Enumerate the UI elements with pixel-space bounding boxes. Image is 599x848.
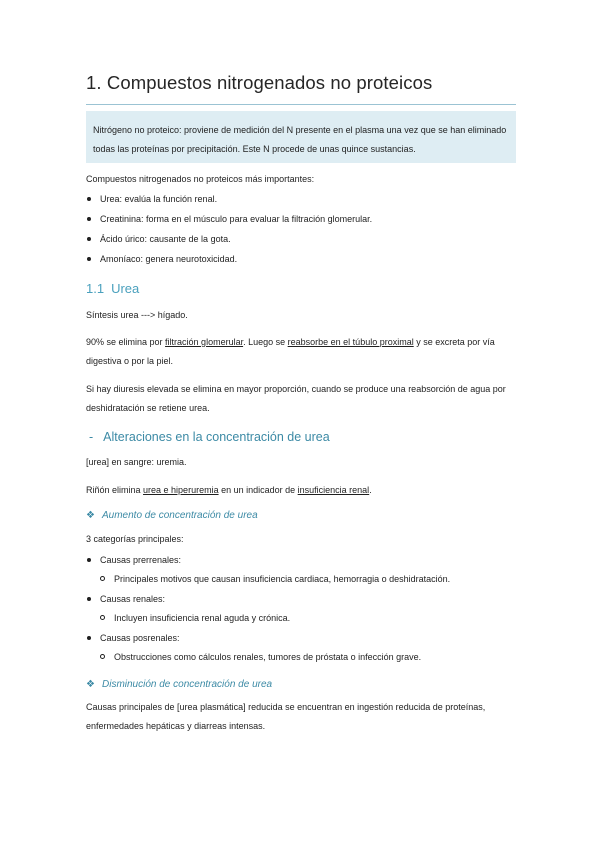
list-item-text: Causas renales: bbox=[100, 594, 166, 604]
decrease-heading bbox=[86, 679, 272, 690]
underlined-term: insuficiencia renal bbox=[297, 485, 370, 495]
bullet-icon bbox=[87, 636, 91, 640]
circle-bullet-icon bbox=[100, 576, 105, 581]
bullet-icon bbox=[87, 257, 91, 261]
list-item-text: Amoníaco: genera neurotoxicidad. bbox=[100, 254, 238, 264]
underlined-term: filtración glomerular bbox=[165, 337, 244, 347]
uremia-text: [urea] en sangre: uremia. bbox=[86, 457, 187, 467]
list-item-text: Creatinina: forma en el músculo para evaluar la filtración glomerular. bbox=[100, 214, 373, 224]
underlined-term: urea e hiperuremia bbox=[143, 485, 219, 495]
categories-intro: 3 categorías principales: bbox=[86, 534, 184, 544]
synthesis-text: Síntesis urea ---> hígado. bbox=[86, 310, 188, 320]
decrease-paragraph: Causas principales de [urea plasmática] reducida se encuentran en ingestión reducida de proteínas, enfermedades hepáticas y diarreas intensas. bbox=[86, 702, 486, 731]
diuresis-paragraph: Si hay diuresis elevada se elimina en mayor proporción, cuando se produce una reabsorción de agua por deshidratación se retiene urea. bbox=[86, 384, 506, 413]
bullet-icon bbox=[87, 597, 91, 601]
sub-list-item-text: Obstrucciones como cálculos renales, tumores de próstata o infección grave. bbox=[114, 652, 422, 662]
section-number: 1.1 bbox=[86, 281, 105, 296]
subsection-heading bbox=[86, 430, 330, 444]
bullet-icon bbox=[87, 558, 91, 562]
sub-list-item-text: Incluyen insuficiencia renal aguda y crónica. bbox=[114, 613, 291, 623]
list-item-text: Ácido úrico: causante de la gota. bbox=[100, 234, 231, 244]
decrease-title: Disminución de concentración de urea bbox=[102, 679, 273, 690]
underlined-term: reabsorbe en el túbulo proximal bbox=[287, 337, 414, 347]
elimination-paragraph: 90% se elimina por filtración glomerular. Luego se reabsorbe en el túbulo proximal y se excreta por vía digestiva o por la piel. bbox=[86, 337, 495, 366]
title-divider bbox=[86, 104, 516, 105]
compounds-intro: Compuestos nitrogenados no proteicos más importantes: bbox=[86, 174, 315, 184]
list-item-text: Causas prerrenales: bbox=[100, 555, 182, 565]
page-title: 1. Compuestos nitrogenados no proteicos bbox=[86, 72, 433, 93]
section-title: Urea bbox=[111, 281, 140, 296]
section-heading bbox=[86, 281, 139, 296]
circle-bullet-icon bbox=[100, 615, 105, 620]
circle-bullet-icon bbox=[100, 654, 105, 659]
bullet-icon bbox=[87, 237, 91, 241]
diamond-icon: ❖ bbox=[86, 510, 95, 521]
dash-marker: - bbox=[89, 430, 94, 444]
increase-heading bbox=[86, 510, 258, 521]
bullet-icon bbox=[87, 217, 91, 221]
subsection-title: Alteraciones en la concentración de urea bbox=[103, 430, 330, 444]
definition-callout: Nitrógeno no proteico: proviene de medición del N presente en el plasma una vez que se han eliminado todas las proteínas por precipitación. Este N procede de unas quince sustancias. bbox=[86, 111, 516, 163]
list-item-text: Causas posrenales: bbox=[100, 633, 180, 643]
bullet-icon bbox=[87, 197, 91, 201]
increase-title: Aumento de concentración de urea bbox=[102, 510, 258, 521]
diamond-icon: ❖ bbox=[86, 679, 95, 690]
sub-list-item-text: Principales motivos que causan insuficiencia cardiaca, hemorragia o deshidratación. bbox=[114, 574, 451, 584]
kidney-paragraph: Riñón elimina urea e hiperuremia en un indicador de insuficiencia renal. bbox=[86, 485, 372, 495]
list-item-text: Urea: evalúa la función renal. bbox=[100, 194, 218, 204]
